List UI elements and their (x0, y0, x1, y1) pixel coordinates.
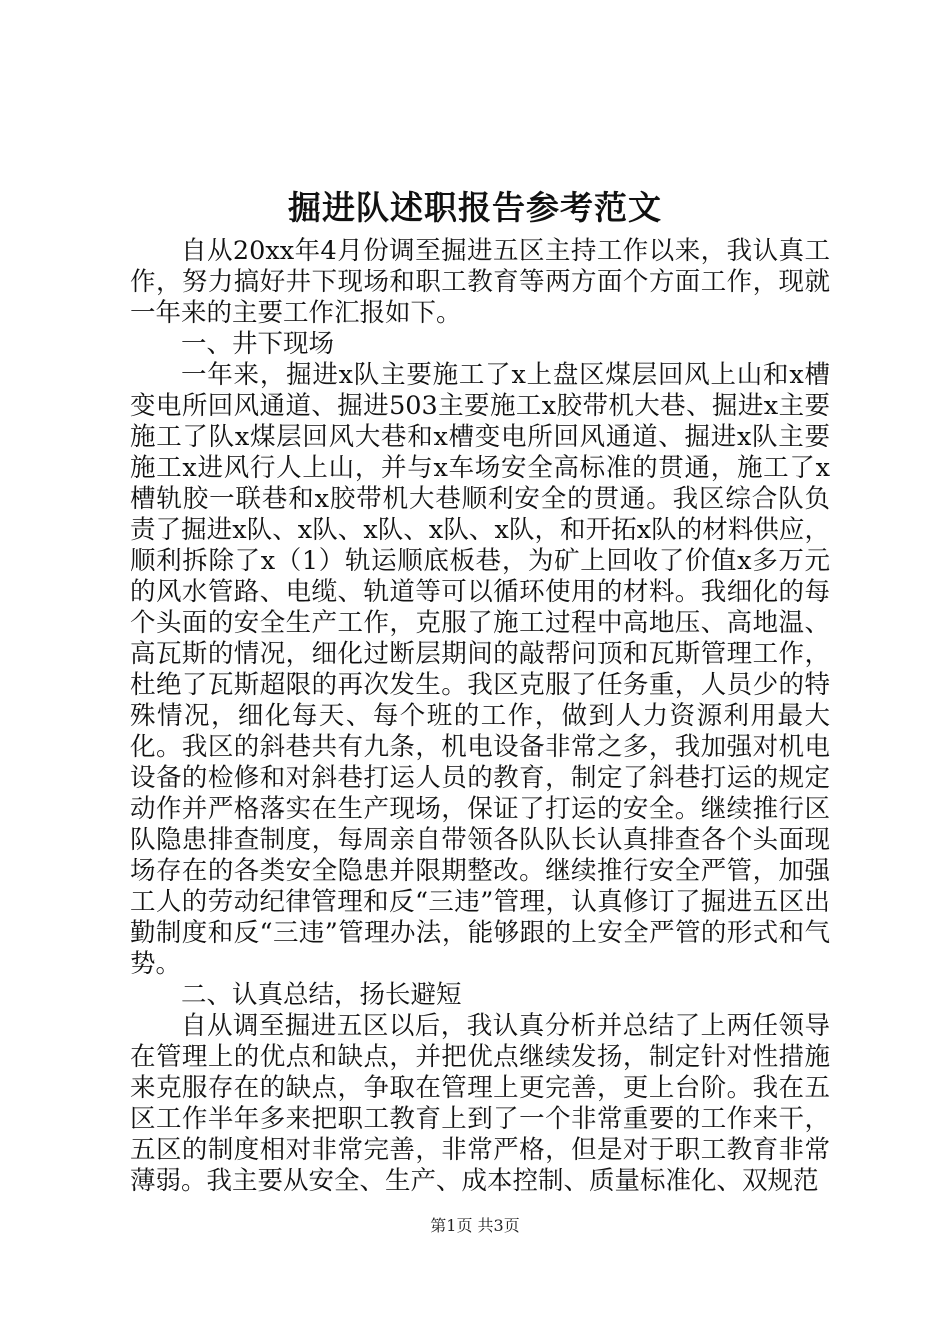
section-heading-2: 二、认真总结，扬长避短 (181, 980, 462, 1010)
document-body (130, 236, 830, 1197)
page-number-footer: 第1页 共3页 (430, 1216, 520, 1235)
document-title: 掘进队述职报告参考范文 (288, 188, 662, 227)
intro-paragraph: 自从20xx年4月份调至掘进五区主持工作以来，我认真工作，努力搞好井下现场和职工教育等两方面个方面工作，现就一年来的主要工作汇报如下。 (130, 236, 830, 328)
section-1-paragraph: 一年来，掘进x队主要施工了x上盘区煤层回风上山和x槽变电所回风通道、掘进503主要施工x胶带机大巷、掘进x主要施工了队x煤层回风大巷和x槽变电所回风通道、掘进x队主要施工x进风行人上山，并与x车场安全高标准的贯通，施工了x槽轨胶一联巷和x胶带机大巷顺利安全的贯通。我区综合队负责了掘进x队、x队、x队、x队、x队，和开拓x队的材料供应，顺利拆除了x（1）轨运顺底板巷，为矿上回收了价值x多万元的风水管路、电缆、轨道等可以循环使用的材料。我细化的每个头面的安全生产工作，克服了施工过程中高地压、高地温、高瓦斯的情况，细化过断层期间的敲帮问顶和瓦斯管理工作，杜绝了瓦斯超限的再次发生。我区克服了任务重，人员少的特殊情况，细化每天、每个班的工作，做到人力资源利用最大化。我区的斜巷共有九条，机电设备非常之多，我加强对机电设备的检修和对斜巷打运人员的教育，制定了斜巷打运的规定动作并严格落实在生产现场，保证了打运的安全。继续推行区队隐患排查制度，每周亲自带领各队队长认真排查各个头面现场存在的各类安全隐患并限期整改。继续推行安全严管，加强工人的劳动纪律管理和反“三违”管理，认真修订了掘进五区出勤制度和反“三违”管理办法，能够跟的上安全严管的形式和气势。 (130, 360, 830, 979)
section-heading-1: 一、井下现场 (181, 329, 335, 359)
section-2-paragraph: 自从调至掘进五区以后，我认真分析并总结了上两任领导在管理上的优点和缺点，并把优点继续发扬，制定针对性措施来克服存在的缺点，争取在管理上更完善，更上台阶。我在五区工作半年多来把职工教育上到了一个非常重要的工作来干，五区的制度相对非常完善，非常严格，但是对于职工教育非常薄弱。我主要从安全、生产、成本控制、质量标准化、双规范 (130, 1011, 830, 1196)
